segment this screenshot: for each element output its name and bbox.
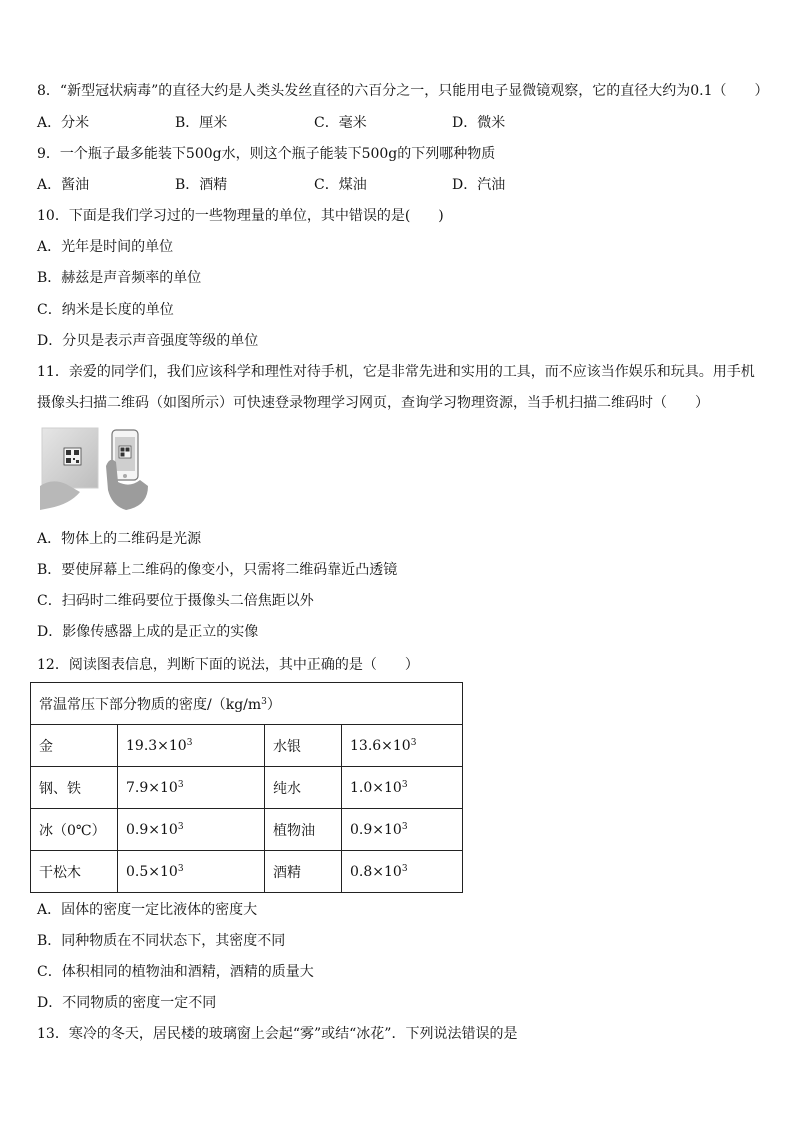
q11-stem-line2: 摄像头扫描二维码（如图所示）可快速登录物理学习网页，查询学习物理资源，当手机扫描二维码时（ ） (37, 395, 709, 411)
q9-option-c: C．煤油 (314, 177, 367, 193)
table-caption: 常温常压下部分物质的密度$/(kg/m^3)$ (31, 683, 463, 725)
substance-cell: 纯水 (265, 767, 342, 809)
q11-stem-line1: 11．亲爱的同学们，我们应该科学和理性对待手机，它是非常先进和实用的工具，而不应该当作娱乐和玩具。用手机 (37, 364, 755, 380)
density-cell: $7.9\times 10^3$ (118, 767, 265, 809)
substance-cell: 植物油 (265, 809, 342, 851)
q12-option-c: C．体积相同的植物油和酒精，酒精的质量大 (37, 964, 314, 980)
q8-option-d: D．微米 (452, 115, 506, 131)
q12-option-d: D．不同物质的密度一定不同 (37, 995, 217, 1011)
q8-stem: 8．“新型冠状病毒”的直径大约是人类头发丝直径的六百分之一，只能用电子显微镜观察，它的直径大约为0.1（ ） (37, 83, 769, 99)
q11-option-a: A．物体上的二维码是光源 (37, 531, 202, 547)
table-row (31, 809, 463, 851)
density-cell: $0.5\times 10^3$ (118, 851, 265, 893)
density-cell: $13.6\times 10^3$ (342, 725, 463, 767)
q8-option-a: A．分米 (37, 115, 90, 131)
q10-stem: 10．下面是我们学习过的一些物理量的单位，其中错误的是( ) (37, 208, 444, 224)
table-row (31, 725, 463, 767)
density-table (30, 682, 463, 893)
density-cell: $0.9\times 10^3$ (342, 809, 463, 851)
table-row (31, 851, 463, 893)
q12-option-a: A．固体的密度一定比液体的密度大 (37, 902, 258, 918)
q11-option-c: C．扫码时二维码要位于摄像头二倍焦距以外 (37, 593, 314, 609)
q8-option-c: C．毫米 (314, 115, 367, 131)
q10-option-b: B．赫兹是声音频率的单位 (37, 270, 202, 286)
q9-option-d: D．汽油 (452, 177, 506, 193)
q8-option-b: B．厘米 (175, 115, 228, 131)
q11-option-d: D．影像传感器上成的是正立的实像 (37, 624, 259, 640)
substance-cell: 冰（0℃） (31, 809, 118, 851)
substance-cell: 钢、铁 (31, 767, 118, 809)
q10-option-d: D．分贝是表示声音强度等级的单位 (37, 333, 259, 349)
q9-option-a: A．酱油 (37, 177, 90, 193)
q11-option-b: B．要使屏幕上二维码的像变小，只需将二维码靠近凸透镜 (37, 562, 398, 578)
density-cell: $0.9\times 10^3$ (118, 809, 265, 851)
substance-cell: 水银 (265, 725, 342, 767)
q13-stem: 13．寒冷的冬天，居民楼的玻璃窗上会起“雾”或结“冰花”．下列说法错误的是 (37, 1026, 518, 1042)
q9-option-b: B．酒精 (175, 177, 228, 193)
substance-cell: 金 (31, 725, 118, 767)
density-cell: $19.3\times 10^3$ (118, 725, 265, 767)
q12-stem: 12．阅读图表信息，判断下面的说法，其中正确的是（ ） (37, 657, 419, 673)
substance-cell: 酒精 (265, 851, 342, 893)
density-cell: $0.8\times 10^3$ (342, 851, 463, 893)
table-header-row (31, 683, 463, 725)
qr-scan-photo (40, 426, 150, 512)
q10-option-a: A．光年是时间的单位 (37, 239, 174, 255)
q10-option-c: C．纳米是长度的单位 (37, 302, 174, 318)
substance-cell: 干松木 (31, 851, 118, 893)
q9-stem: 9．一个瓶子最多能装下500g水，则这个瓶子能装下500g的下列哪种物质 (37, 146, 496, 162)
density-cell: $1.0\times 10^3$ (342, 767, 463, 809)
table-row (31, 767, 463, 809)
q12-option-b: B．同种物质在不同状态下，其密度不同 (37, 933, 286, 949)
